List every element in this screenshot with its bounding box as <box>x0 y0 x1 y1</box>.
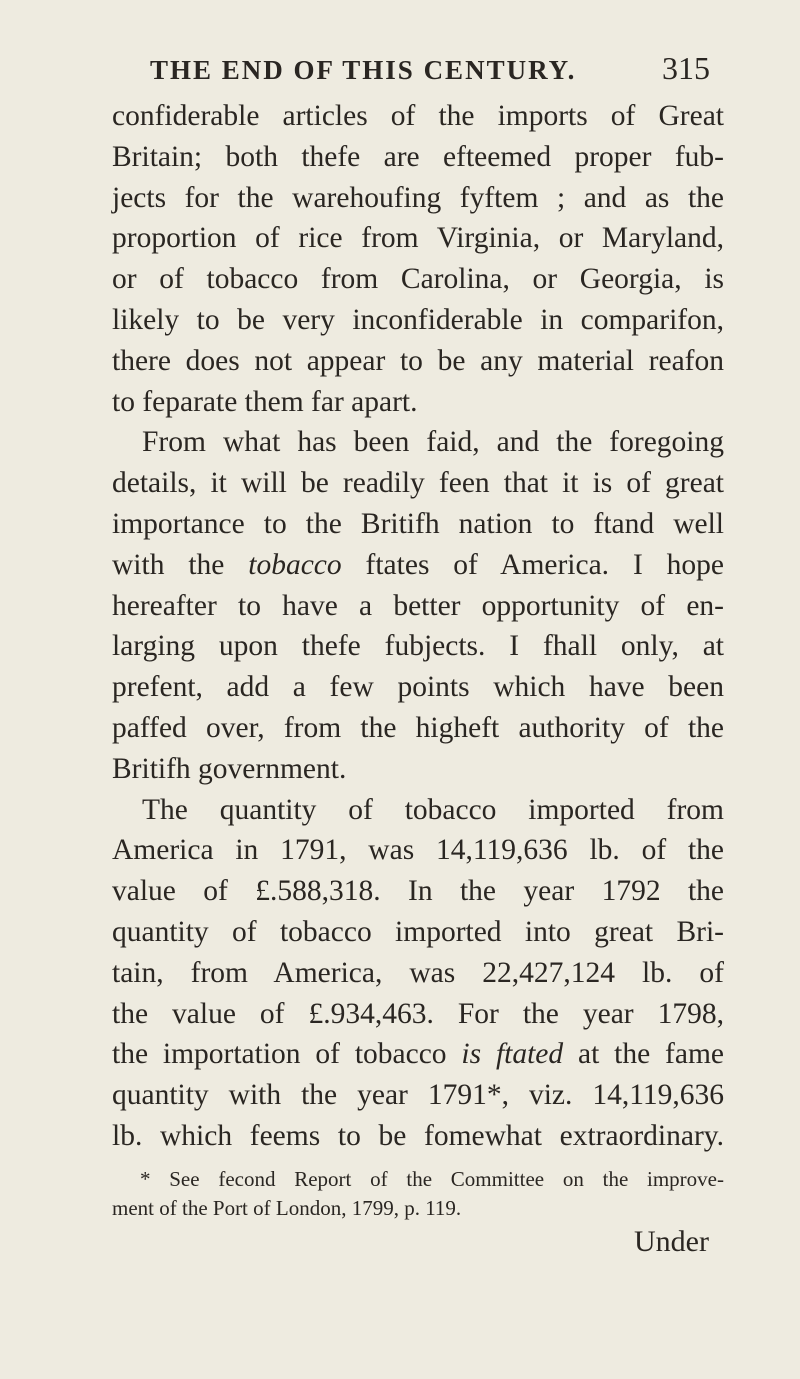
text-line: details, it will be readily feen that it is of great <box>112 467 724 500</box>
running-head: THE END OF THIS CENTURY. <box>150 55 577 85</box>
text-line: value of £.588,318. In the year 1792 the <box>112 875 724 908</box>
italic-word: is ftated <box>461 1038 564 1071</box>
page-number: 315 <box>662 50 710 86</box>
text-line: quantity of tobacco imported into great Bri- <box>112 915 724 948</box>
text-line: proportion of rice from Virginia, or Maryland, <box>112 222 724 255</box>
text-line: prefent, add a few points which have been <box>112 671 724 704</box>
catchword: Under <box>634 1225 709 1258</box>
page-header <box>150 50 710 87</box>
text-line: lb. which feems to be fomewhat extraordinary. <box>112 1119 724 1152</box>
footnote-line: ment of the Port of London, 1799, p. 119. <box>112 1196 462 1220</box>
text-line: Britain; both thefe are efteemed proper fub- <box>112 140 724 173</box>
text-line: there does not appear to be any material reafon <box>112 344 724 377</box>
text-line: with the tobacco ftates of America. I hope <box>112 548 724 581</box>
text-line: quantity with the year 1791*, viz. 14,119,636 <box>112 1079 724 1112</box>
text-line: the importation of tobacco is ftated at the fame <box>112 1038 724 1071</box>
text-line: The quantity of tobacco imported from <box>142 793 724 826</box>
text-line: From what has been faid, and the foregoing <box>142 426 724 459</box>
italic-word: tobacco <box>248 548 342 581</box>
text-line: importance to the Britifh nation to ftand well <box>112 507 724 540</box>
text-line: larging upon thefe fubjects. I fhall only, at <box>112 630 724 663</box>
text-line: to feparate them far apart. <box>112 385 418 418</box>
text-line: confiderable articles of the imports of Great <box>112 100 724 132</box>
text-line: jects for the warehoufing fyftem ; and as the <box>112 181 724 214</box>
footnote-line: * See fecond Report of the Committee on the improve- <box>140 1167 724 1191</box>
text-line: likely to be very inconfiderable in comparifon, <box>112 303 724 336</box>
text-line: the value of £.934,463. For the year 1798, <box>112 997 724 1030</box>
text-line: hereafter to have a better opportunity of en- <box>112 589 724 622</box>
text-line: tain, from America, was 22,427,124 lb. of <box>112 956 724 989</box>
body-text <box>112 96 724 1157</box>
footnote <box>112 1165 724 1223</box>
text-line: Britifh government. <box>112 752 347 785</box>
text-line: paffed over, from the higheft authority of the <box>112 711 724 744</box>
text-line: or of tobacco from Carolina, or Georgia, is <box>112 263 724 296</box>
text-line: America in 1791, was 14,119,636 lb. of the <box>112 834 724 867</box>
